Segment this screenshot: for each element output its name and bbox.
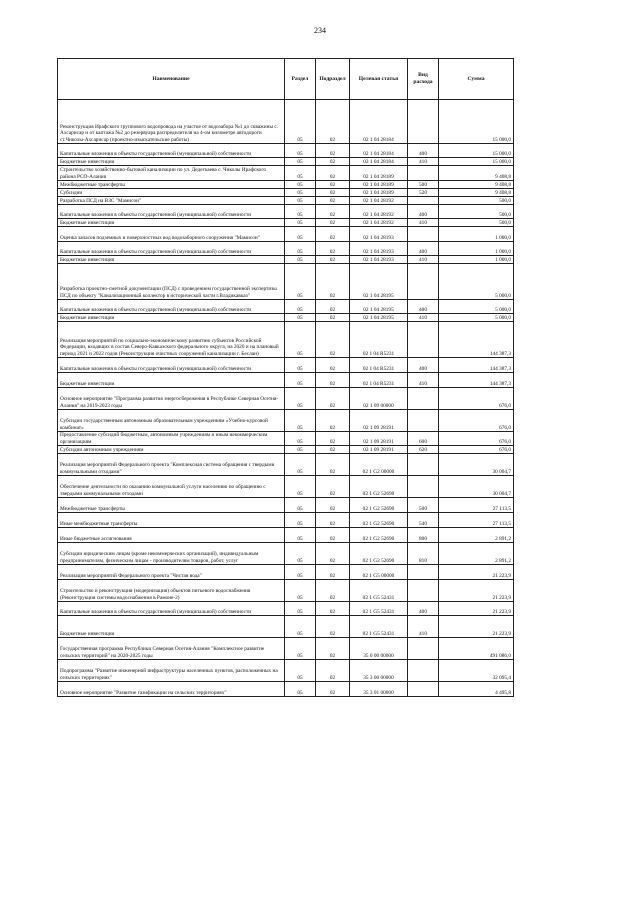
cell-razdel: 05 [285, 197, 316, 205]
table-row [58, 197, 514, 205]
cell-vid: 400 [408, 358, 439, 373]
cell-vid: 400 [408, 144, 439, 158]
cell-podrazdel: 02 [316, 454, 350, 476]
cell-name: Основное мероприятие "Развитие газификации на сельских территориях" [58, 682, 285, 697]
table-row [58, 388, 514, 410]
cell-target: 02 1 04 28193 [350, 256, 408, 264]
cell-podrazdel: 02 [316, 158, 350, 166]
cell-podrazdel: 02 [316, 300, 350, 314]
cell-target: 02 1 G5 00000 [350, 565, 408, 580]
header-sum: Сумма [439, 59, 514, 100]
table-row [58, 300, 514, 314]
cell-sum: 1 000,0 [439, 256, 514, 264]
cell-name: Субсидии государственным автономным образовательным учреждениям «Учебно-курсовой комбинат» [58, 410, 285, 432]
cell-target: 02 1 09 28191 [350, 432, 408, 446]
cell-razdel: 05 [285, 513, 316, 528]
cell-target: 02 1 04 28195 [350, 314, 408, 322]
table-row [58, 446, 514, 454]
cell-sum: 1 000,0 [439, 227, 514, 242]
cell-vid: 500 [408, 181, 439, 189]
header-target: Целевая статья [350, 59, 408, 100]
table-row [58, 181, 514, 189]
table-row [58, 432, 514, 446]
cell-razdel: 05 [285, 682, 316, 697]
cell-target: 02 1 G5 52431 [350, 602, 408, 616]
cell-vid: 540 [408, 513, 439, 528]
cell-target: 02 1 04 28184 [350, 144, 408, 158]
cell-podrazdel: 02 [316, 498, 350, 513]
cell-sum: 500,0 [439, 219, 514, 227]
cell-podrazdel: 02 [316, 314, 350, 322]
cell-target: 02 1 G2 52690 [350, 498, 408, 513]
cell-vid: 620 [408, 446, 439, 454]
cell-target: 02 1 G2 52690 [350, 513, 408, 528]
cell-vid: 410 [408, 314, 439, 322]
cell-vid: 400 [408, 602, 439, 616]
cell-name: Реализация мероприятий Федерального проекта "Чистая вода" [58, 565, 285, 580]
cell-podrazdel: 02 [316, 256, 350, 264]
cell-podrazdel: 02 [316, 580, 350, 602]
cell-name: Разработка ПСД на ВЗС "Мамисон" [58, 197, 285, 205]
cell-podrazdel: 02 [316, 373, 350, 388]
cell-vid: 500 [408, 498, 439, 513]
cell-name: Государственная программа Республики Северная Осетия-Алания "Комплексное развитие сельских территорий" на 2020-2025 годы [58, 638, 285, 660]
cell-sum: 15 000,0 [439, 144, 514, 158]
cell-razdel: 05 [285, 300, 316, 314]
cell-target: 02 1 04 28184 [350, 158, 408, 166]
cell-name: Реконструкция Ирафского группового водопровода на участке от водозабора №1 до скважины с. Ахсарисар и от каптажа №2 до резервуара распределителя на 4-ом километре автодороги ст.Чиколы-Ахсарисар (проектно-изыскательские работы) [58, 100, 285, 144]
cell-vid [408, 264, 439, 300]
cell-sum: 5 000,0 [439, 264, 514, 300]
cell-name: Капитальные вложения в объекты государственной (муниципальной) собственности [58, 242, 285, 256]
cell-sum: 676,0 [439, 410, 514, 432]
cell-name: Субсидии юридическим лицам (кроме некоммерческих организаций), индивидуальным предпринимателям, физическим лицам - производителям товаров, работ, услуг [58, 543, 285, 565]
cell-sum: 21 223,9 [439, 602, 514, 616]
header-vid: Вид расхода [408, 59, 439, 100]
cell-podrazdel: 02 [316, 638, 350, 660]
cell-target: 02 1 G5 52431 [350, 616, 408, 638]
cell-razdel: 05 [285, 205, 316, 219]
cell-target: 02 1 G2 52690 [350, 543, 408, 565]
cell-podrazdel: 02 [316, 242, 350, 256]
cell-name: Капитальные вложения в объекты государственной (муниципальной) собственности [58, 358, 285, 373]
cell-podrazdel: 02 [316, 565, 350, 580]
cell-vid: 400 [408, 242, 439, 256]
cell-podrazdel: 02 [316, 513, 350, 528]
cell-vid: 410 [408, 158, 439, 166]
cell-target: 02 1 04 28184 [350, 100, 408, 144]
cell-vid [408, 476, 439, 498]
table-row [58, 158, 514, 166]
cell-razdel: 05 [285, 256, 316, 264]
cell-target: 02 1 04 28192 [350, 205, 408, 219]
cell-vid [408, 580, 439, 602]
cell-name: Межбюджетные трансферты [58, 181, 285, 189]
cell-sum: 676,0 [439, 432, 514, 446]
cell-target: 02 1 09 28191 [350, 446, 408, 454]
cell-vid: 400 [408, 300, 439, 314]
cell-target: 02 1 04 28189 [350, 166, 408, 181]
cell-sum: 21 223,9 [439, 580, 514, 602]
cell-name: Обеспечение деятельности по оказанию коммунальной услуги населению по обращению с твердыми коммунальными отходами [58, 476, 285, 498]
cell-name: Разработка проектно-сметной документации (ПСД) с проведением государственной экспертизы ПСД по объекту "Канализационный коллектор в исторической части г.Владикавказ" [58, 264, 285, 300]
cell-razdel: 05 [285, 219, 316, 227]
table-row [58, 189, 514, 197]
cell-razdel: 05 [285, 388, 316, 410]
cell-sum: 4 495,8 [439, 682, 514, 697]
table-row [58, 682, 514, 697]
cell-vid: 410 [408, 219, 439, 227]
cell-podrazdel: 02 [316, 227, 350, 242]
cell-target: 02 1 04 28189 [350, 181, 408, 189]
table-row [58, 638, 514, 660]
cell-podrazdel: 02 [316, 189, 350, 197]
cell-razdel: 05 [285, 322, 316, 358]
cell-sum: 2 891,2 [439, 528, 514, 543]
cell-target: 02 1 04 28195 [350, 264, 408, 300]
cell-sum: 15 000,0 [439, 100, 514, 144]
cell-name: Капитальные вложения в объекты государственной (муниципальной) собственности [58, 205, 285, 219]
table-row [58, 358, 514, 373]
cell-podrazdel: 02 [316, 322, 350, 358]
cell-vid: 520 [408, 189, 439, 197]
cell-sum: 5 000,0 [439, 314, 514, 322]
cell-podrazdel: 02 [316, 682, 350, 697]
table-row [58, 205, 514, 219]
cell-razdel: 05 [285, 410, 316, 432]
cell-vid [408, 638, 439, 660]
cell-vid [408, 197, 439, 205]
cell-target: 02 1 04 28192 [350, 219, 408, 227]
cell-razdel: 05 [285, 358, 316, 373]
cell-vid: 410 [408, 256, 439, 264]
cell-sum: 27 113,5 [439, 513, 514, 528]
cell-name: Реализация мероприятий по социально-экономическому развитию субъектов Российской Федерации, входящих в состав Северо-Кавказского федерального округа, на 2020 и на плановый период 2021 и 2022 годов (Реконструкция очистных сооружений канализации г. Беслан) [58, 322, 285, 358]
table-body [58, 100, 514, 697]
cell-podrazdel: 02 [316, 100, 350, 144]
cell-target: 02 1 04 R5231 [350, 373, 408, 388]
cell-razdel: 05 [285, 602, 316, 616]
budget-table [57, 58, 514, 697]
cell-target: 02 1 04 28195 [350, 300, 408, 314]
cell-vid: 410 [408, 373, 439, 388]
header-razdel: Раздел [285, 59, 316, 100]
cell-name: Бюджетные инвестиции [58, 373, 285, 388]
cell-name: Строительство и реконструкция (модернизация) объектов питьевого водоснабжения (Реконструкция системы водоснабжения в Рамоне-2) [58, 580, 285, 602]
table-row [58, 543, 514, 565]
cell-sum: 32 095,4 [439, 660, 514, 682]
cell-sum: 144 387,3 [439, 373, 514, 388]
cell-vid [408, 100, 439, 144]
cell-vid [408, 454, 439, 476]
cell-podrazdel: 02 [316, 446, 350, 454]
cell-sum: 676,0 [439, 388, 514, 410]
cell-target: 35 3 00 00000 [350, 660, 408, 682]
cell-name: Иные бюджетные ассигнования [58, 528, 285, 543]
table-row [58, 580, 514, 602]
cell-podrazdel: 02 [316, 528, 350, 543]
table-row [58, 528, 514, 543]
cell-vid [408, 322, 439, 358]
cell-razdel: 05 [285, 100, 316, 144]
cell-sum: 1 000,0 [439, 242, 514, 256]
cell-vid [408, 660, 439, 682]
cell-sum: 500,0 [439, 197, 514, 205]
cell-razdel: 05 [285, 189, 316, 197]
cell-target: 02 1 04 R5231 [350, 322, 408, 358]
cell-razdel: 05 [285, 543, 316, 565]
cell-sum: 5 000,0 [439, 300, 514, 314]
table-row [58, 322, 514, 358]
cell-podrazdel: 02 [316, 205, 350, 219]
cell-target: 02 1 G2 52690 [350, 476, 408, 498]
table-row [58, 242, 514, 256]
cell-name: Бюджетные инвестиции [58, 256, 285, 264]
cell-podrazdel: 02 [316, 197, 350, 205]
cell-vid [408, 227, 439, 242]
cell-podrazdel: 02 [316, 358, 350, 373]
header-podrazdel: Подраздел [316, 59, 350, 100]
table-row [58, 410, 514, 432]
cell-sum: 9 408,8 [439, 166, 514, 181]
cell-vid: 400 [408, 205, 439, 219]
cell-vid: 810 [408, 543, 439, 565]
cell-razdel: 05 [285, 166, 316, 181]
table-row [58, 476, 514, 498]
cell-vid: 410 [408, 616, 439, 638]
cell-razdel: 05 [285, 242, 316, 256]
cell-sum: 491 086,0 [439, 638, 514, 660]
cell-razdel: 05 [285, 144, 316, 158]
table-row [58, 373, 514, 388]
cell-name: Подпрограмма "Развитие инженерной инфраструктуры населенных пунктов, расположенных на сельских территориях" [58, 660, 285, 682]
cell-razdel: 05 [285, 314, 316, 322]
cell-razdel: 05 [285, 580, 316, 602]
cell-target: 02 1 09 28191 [350, 410, 408, 432]
cell-target: 02 1 04 28193 [350, 242, 408, 256]
table-row [58, 219, 514, 227]
cell-name: Субсидии [58, 189, 285, 197]
cell-name: Субсидии автономным учреждениям [58, 446, 285, 454]
cell-target: 02 1 04 R5231 [350, 358, 408, 373]
cell-sum: 21 223,9 [439, 616, 514, 638]
cell-sum: 30 004,7 [439, 454, 514, 476]
table-row [58, 660, 514, 682]
cell-sum: 144 387,3 [439, 358, 514, 373]
cell-sum: 30 004,7 [439, 476, 514, 498]
cell-sum: 15 000,0 [439, 158, 514, 166]
cell-podrazdel: 02 [316, 388, 350, 410]
cell-razdel: 05 [285, 565, 316, 580]
cell-vid [408, 388, 439, 410]
cell-podrazdel: 02 [316, 660, 350, 682]
cell-razdel: 05 [285, 432, 316, 446]
table-row [58, 314, 514, 322]
cell-razdel: 05 [285, 476, 316, 498]
cell-name: Предоставление субсидий бюджетным, автономным учреждениям и иным некоммерческим организациям [58, 432, 285, 446]
cell-podrazdel: 02 [316, 616, 350, 638]
cell-sum: 500,0 [439, 205, 514, 219]
cell-sum: 2 891,2 [439, 543, 514, 565]
cell-name: Основное мероприятие "Программа развития энергосбережения в Республике Северная Осетия-Алания" на 2019-2023 годы [58, 388, 285, 410]
cell-razdel: 05 [285, 181, 316, 189]
cell-razdel: 05 [285, 616, 316, 638]
cell-target: 35 0 00 00000 [350, 638, 408, 660]
cell-name: Межбюджетные трансферты [58, 498, 285, 513]
cell-razdel: 05 [285, 498, 316, 513]
cell-vid [408, 682, 439, 697]
table-row [58, 264, 514, 300]
cell-target: 02 1 04 28189 [350, 189, 408, 197]
cell-name: Бюджетные инвестиции [58, 158, 285, 166]
cell-podrazdel: 02 [316, 543, 350, 565]
cell-podrazdel: 02 [316, 410, 350, 432]
table-row [58, 166, 514, 181]
cell-name: Капитальные вложения в объекты государственной (муниципальной) собственности [58, 300, 285, 314]
header-name: Наименование [58, 59, 285, 100]
cell-razdel: 05 [285, 373, 316, 388]
cell-name: Капитальные вложения в объекты государственной (муниципальной) собственности [58, 144, 285, 158]
cell-name: Бюджетные инвестиции [58, 616, 285, 638]
table-row [58, 100, 514, 144]
table-row [58, 256, 514, 264]
cell-sum: 9 408,8 [439, 189, 514, 197]
cell-target: 02 1 G2 00000 [350, 454, 408, 476]
cell-razdel: 05 [285, 638, 316, 660]
cell-sum: 676,0 [439, 446, 514, 454]
cell-razdel: 05 [285, 264, 316, 300]
cell-sum: 9 408,8 [439, 181, 514, 189]
cell-vid [408, 166, 439, 181]
cell-target: 02 1 04 28193 [350, 227, 408, 242]
table-row [58, 498, 514, 513]
cell-target: 35 3 01 00000 [350, 682, 408, 697]
cell-razdel: 05 [285, 454, 316, 476]
cell-podrazdel: 02 [316, 181, 350, 189]
cell-razdel: 05 [285, 660, 316, 682]
cell-podrazdel: 02 [316, 602, 350, 616]
cell-target: 02 1 G2 52690 [350, 528, 408, 543]
cell-podrazdel: 02 [316, 264, 350, 300]
cell-vid [408, 410, 439, 432]
table-row [58, 513, 514, 528]
cell-name: Реализация мероприятий Федерального проекта "Комплексная система обращения с твердыми коммунальными отходами" [58, 454, 285, 476]
cell-vid: 800 [408, 528, 439, 543]
cell-podrazdel: 02 [316, 432, 350, 446]
cell-name: Бюджетные инвестиции [58, 314, 285, 322]
table-header-row [58, 59, 514, 100]
cell-podrazdel: 02 [316, 144, 350, 158]
table-row [58, 144, 514, 158]
cell-name: Оценка запасов подземных и поверхностных вод водозаборного сооружения "Мамисон" [58, 227, 285, 242]
table-row [58, 565, 514, 580]
table-row [58, 616, 514, 638]
cell-name: Иные межбюджетные трансферты [58, 513, 285, 528]
page-number: 234 [314, 26, 326, 35]
table-row [58, 602, 514, 616]
cell-podrazdel: 02 [316, 219, 350, 227]
cell-razdel: 05 [285, 528, 316, 543]
cell-razdel: 05 [285, 446, 316, 454]
cell-sum: 144 387,3 [439, 322, 514, 358]
cell-name: Капитальные вложения в объекты государственной (муниципальной) собственности [58, 602, 285, 616]
cell-name: Строительство хозяйственно-бытовой канализации по ул. Дедегкаева с. Чиколы Ирафского района РСО-Алания [58, 166, 285, 181]
cell-target: 02 1 09 00000 [350, 388, 408, 410]
table-row [58, 454, 514, 476]
cell-podrazdel: 02 [316, 476, 350, 498]
cell-sum: 27 113,5 [439, 498, 514, 513]
cell-razdel: 05 [285, 158, 316, 166]
cell-vid: 600 [408, 432, 439, 446]
cell-podrazdel: 02 [316, 166, 350, 181]
cell-name: Бюджетные инвестиции [58, 219, 285, 227]
cell-target: 02 1 04 28192 [350, 197, 408, 205]
cell-target: 02 1 G5 52431 [350, 580, 408, 602]
table-row [58, 227, 514, 242]
cell-vid [408, 565, 439, 580]
cell-razdel: 05 [285, 227, 316, 242]
cell-sum: 21 223,9 [439, 565, 514, 580]
